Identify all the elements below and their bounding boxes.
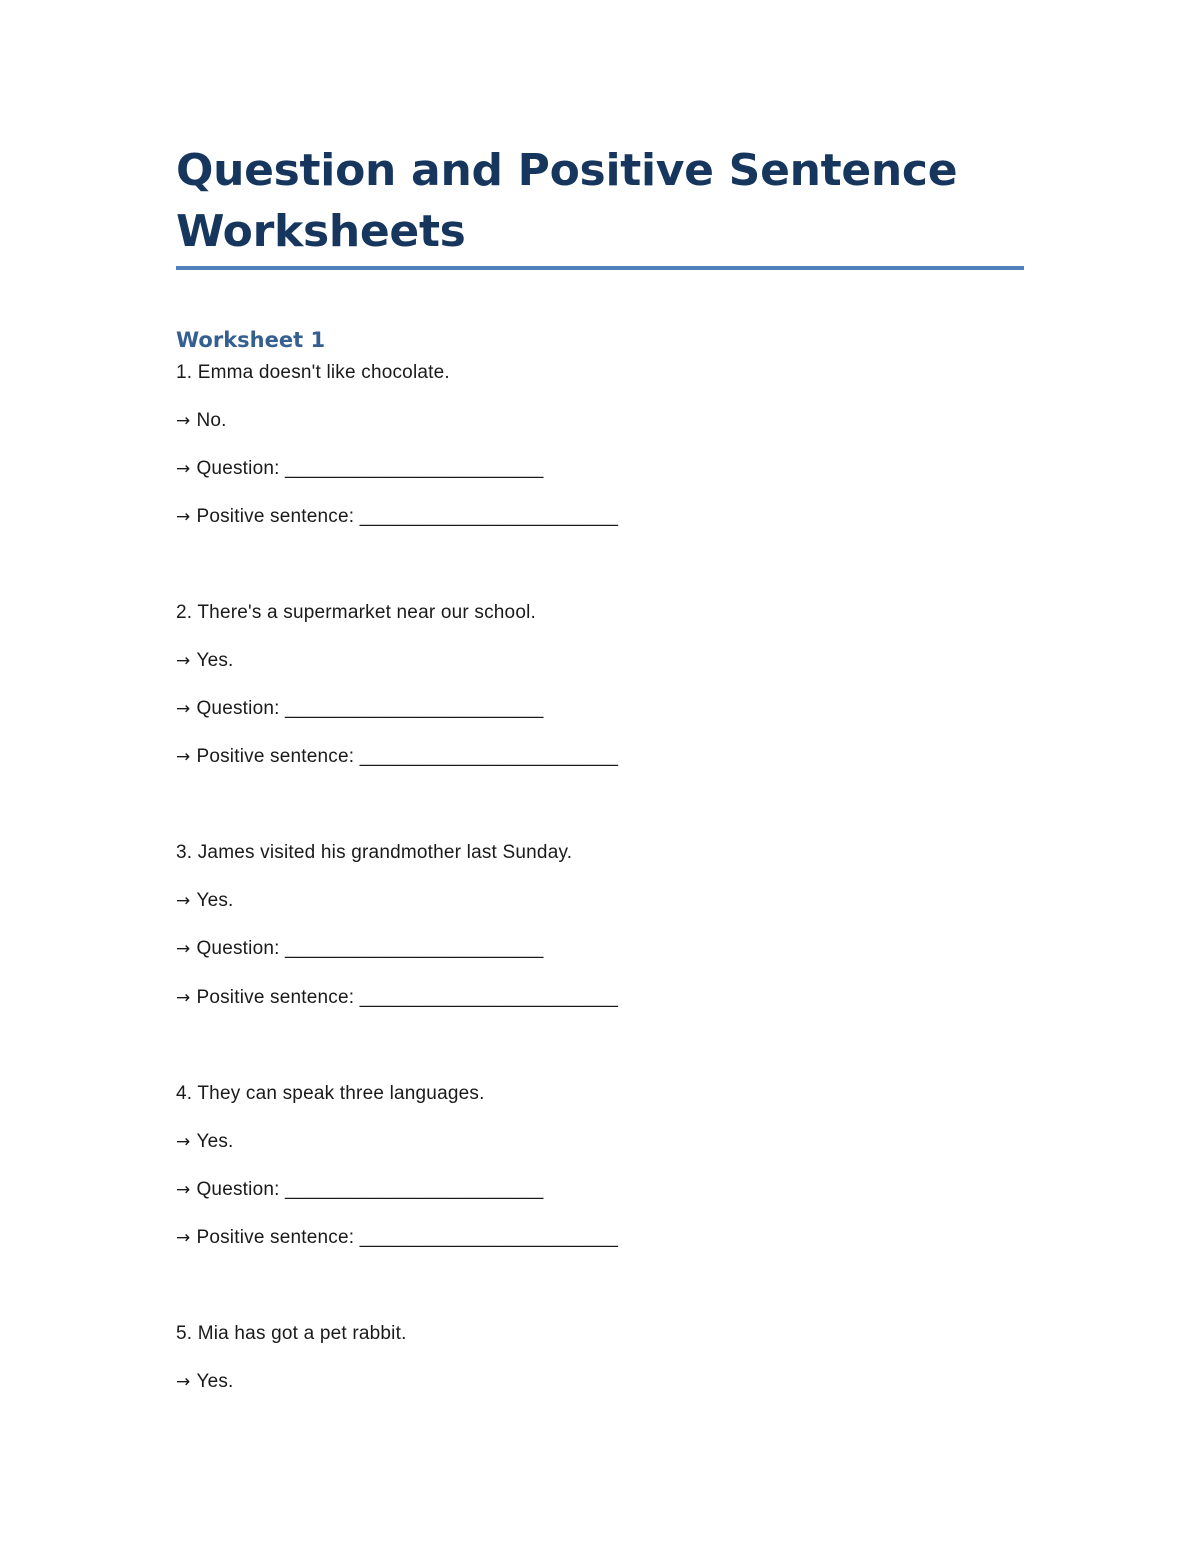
item-3-question-blank: Question: ________________________ — [196, 938, 544, 959]
item-2-statement: 2. There's a supermarket near our school. — [176, 602, 536, 623]
title-line-1: Question and Positive Sentence — [176, 145, 958, 196]
item-2-positive-blank: Positive sentence: ________________________ — [196, 746, 619, 767]
item-3-answer-line — [176, 890, 234, 912]
arrow-icon: → — [176, 651, 191, 671]
item-4-question-blank: Question: ________________________ — [196, 1179, 544, 1200]
item-1-question-blank: Question: ________________________ — [196, 458, 544, 479]
item-1-question-line — [176, 458, 543, 480]
item-2-positive-line — [176, 746, 618, 768]
arrow-icon: → — [176, 507, 191, 527]
title-line-2: Worksheets — [176, 206, 466, 257]
item-4-answer-line — [176, 1131, 234, 1153]
item-2-answer-line — [176, 650, 234, 672]
arrow-icon: → — [176, 1228, 191, 1248]
item-1-positive-blank: Positive sentence: ________________________ — [196, 506, 619, 527]
item-2-answer: Yes. — [196, 650, 234, 671]
item-3-question-line — [176, 938, 543, 960]
title-divider — [176, 266, 1024, 270]
section-heading: Worksheet 1 — [176, 328, 326, 352]
item-5-answer-line — [176, 1371, 234, 1393]
document-title — [176, 140, 1024, 266]
item-3-statement: 3. James visited his grandmother last Sunday. — [176, 842, 573, 863]
item-4-statement: 4. They can speak three languages. — [176, 1083, 485, 1104]
item-4-positive-blank: Positive sentence: ________________________ — [196, 1227, 619, 1248]
arrow-icon: → — [176, 939, 191, 959]
item-5-answer: Yes. — [196, 1371, 234, 1392]
arrow-icon: → — [176, 1372, 191, 1392]
arrow-icon: → — [176, 988, 191, 1008]
document-page — [176, 140, 1024, 1392]
arrow-icon: → — [176, 699, 191, 719]
item-3-positive-line — [176, 987, 618, 1009]
item-2-question-line — [176, 698, 543, 720]
item-3-positive-blank: Positive sentence: ________________________ — [196, 987, 619, 1008]
item-4-answer: Yes. — [196, 1131, 234, 1152]
arrow-icon: → — [176, 1132, 191, 1152]
arrow-icon: → — [176, 459, 191, 479]
arrow-icon: → — [176, 747, 191, 767]
item-1-answer-line — [176, 410, 227, 432]
arrow-icon: → — [176, 411, 191, 431]
arrow-icon: → — [176, 891, 191, 911]
item-5-statement: 5. Mia has got a pet rabbit. — [176, 1323, 407, 1344]
item-2-question-blank: Question: ________________________ — [196, 698, 544, 719]
item-1-answer: No. — [196, 410, 227, 431]
item-3-answer: Yes. — [196, 890, 234, 911]
item-1-statement: 1. Emma doesn't like chocolate. — [176, 362, 450, 383]
item-4-question-line — [176, 1179, 543, 1201]
arrow-icon: → — [176, 1180, 191, 1200]
item-1-positive-line — [176, 506, 618, 528]
item-4-positive-line — [176, 1227, 618, 1249]
